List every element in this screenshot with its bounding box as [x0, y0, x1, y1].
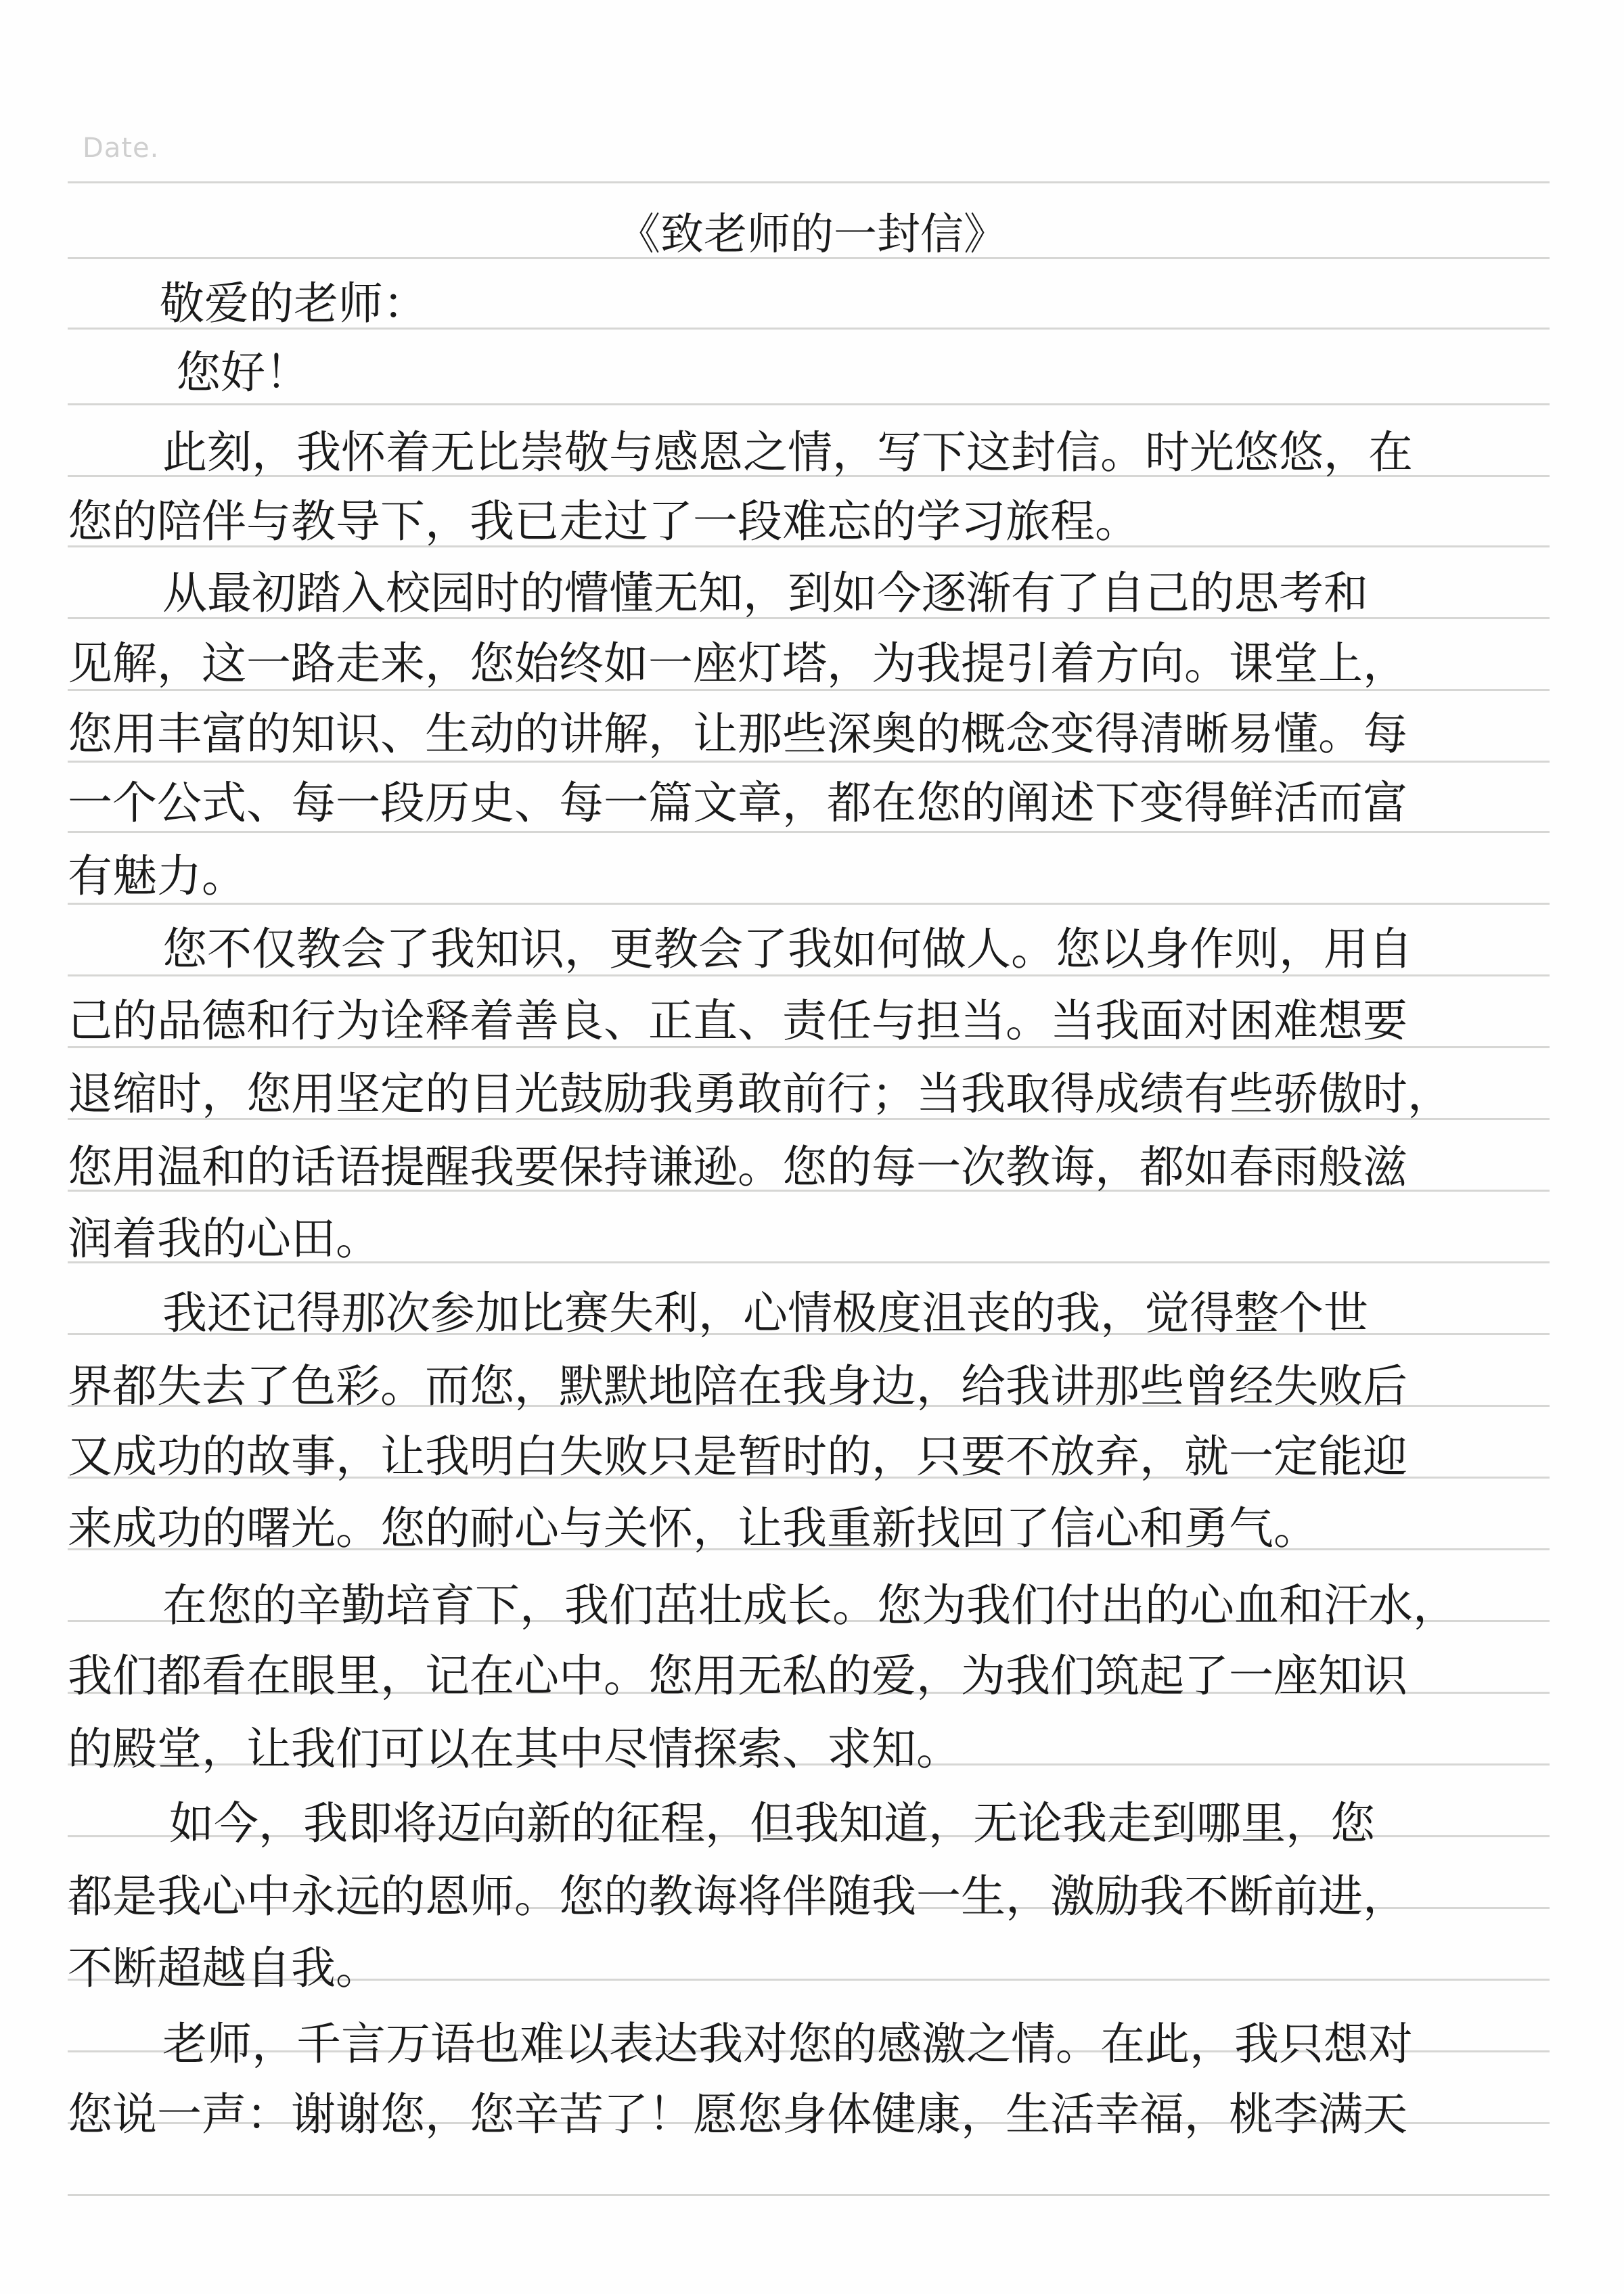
letter-line: 一个公式、每一段历史、每一篇文章，都在您的阐述下变得鲜活而富	[68, 777, 1407, 829]
letter-line: 都是我心中永远的恩师。您的教诲将伴随我一生，激励我不断前进，	[68, 1870, 1407, 1922]
ruled-line	[68, 2194, 1550, 2196]
letter-line: 您说一声：谢谢您，您辛苦了！愿您身体健康，生活幸福，桃李满天	[68, 2088, 1407, 2140]
salutation: 敬爱的老师：	[160, 277, 428, 330]
letter-line: 见解，这一路走来，您始终如一座灯塔，为我提引着方向。课堂上，	[68, 637, 1407, 690]
ruled-line	[68, 181, 1550, 183]
letter-line: 润着我的心田。	[68, 1213, 380, 1265]
letter-line: 您的陪伴与教导下，我已走过了一段难忘的学习旅程。	[68, 495, 1140, 547]
letter-line: 如今，我即将迈向新的征程，但我知道，无论我走到哪里，您	[169, 1797, 1375, 1849]
letter-line: 的殿堂，让我们可以在其中尽情探索、求知。	[68, 1723, 961, 1775]
letter-line: 您不仅教会了我知识，更教会了我如何做人。您以身作则，用自	[162, 923, 1413, 975]
letter-line: 又成功的故事，让我明白失败只是暂时的，只要不放弃，就一定能迎	[68, 1431, 1407, 1483]
letter-line: 从最初踏入校园时的懵懂无知，到如今逐渐有了自己的思考和	[162, 567, 1368, 619]
ruled-line	[68, 903, 1550, 905]
letter-line: 有魅力。	[68, 850, 246, 902]
date-label: Date.	[83, 133, 160, 164]
greeting: 您好！	[176, 346, 310, 399]
letter-line: 退缩时，您用坚定的目光鼓励我勇敢前行；当我取得成绩有些骄傲时，	[68, 1068, 1452, 1120]
letter-line: 我还记得那次参加比赛失利，心情极度沮丧的我，觉得整个世	[162, 1287, 1368, 1339]
letter-line: 己的品德和行为诠释着善良、正直、责任与担当。当我面对困难想要	[68, 995, 1407, 1047]
letter-line: 我们都看在眼里，记在心中。您用无私的爱，为我们筑起了一座知识	[68, 1650, 1407, 1702]
letter-line: 不断超越自我。	[68, 1942, 380, 1994]
letter-line: 您用丰富的知识、生动的讲解，让那些深奥的概念变得清晰易懂。每	[68, 708, 1407, 760]
letter-line: 界都失去了色彩。而您，默默地陪在我身边，给我讲那些曾经失败后	[68, 1360, 1407, 1412]
letter-title: 《致老师的一封信》	[617, 210, 1007, 260]
letter-line: 来成功的曙光。您的耐心与关怀，让我重新找回了信心和勇气。	[68, 1502, 1318, 1554]
letter-line: 您用温和的话语提醒我要保持谦逊。您的每一次教诲，都如春雨般滋	[68, 1141, 1407, 1193]
letter-line: 在您的辛勤培育下，我们茁壮成长。您为我们付出的心血和汗水，	[162, 1579, 1458, 1632]
letter-line: 老师，千言万语也难以表达我对您的感激之情。在此，我只想对	[162, 2018, 1413, 2070]
letter-line: 此刻，我怀着无比崇敬与感恩之情，写下这封信。时光悠悠，在	[162, 426, 1413, 478]
